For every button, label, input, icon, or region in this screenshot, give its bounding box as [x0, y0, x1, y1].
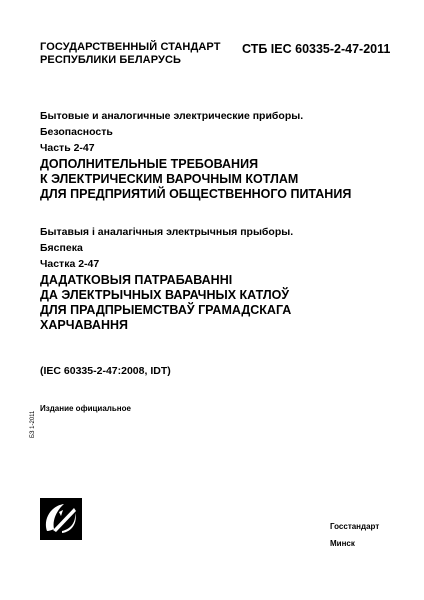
by-title-line4: ХАРЧАВАННЯ	[40, 318, 128, 332]
ru-subtitle-line1: Бытовые и аналогичные электрические приборы.	[40, 110, 304, 122]
publisher-name: Госстандарт	[330, 522, 380, 531]
publisher-city: Минск	[330, 539, 355, 548]
gosstandart-logo-icon	[40, 498, 82, 540]
ru-title-line1: ДОПОЛНИТЕЛЬНЫЕ ТРЕБОВАНИЯ	[40, 157, 259, 171]
by-subtitle-line2: Бяспека	[40, 242, 83, 254]
org-name-line1: ГОСУДАРСТВЕННЫЙ СТАНДАРТ	[40, 41, 221, 53]
by-subtitle-line1: Бытавыя і аналагічныя электрычныя прыборы.	[40, 226, 294, 238]
by-title-line1: ДАДАТКОВЫЯ ПАТРАБАВАННІ	[40, 273, 233, 287]
ru-title-line3: ДЛЯ ПРЕДПРИЯТИЙ ОБЩЕСТВЕННОГО ПИТАНИЯ	[40, 187, 352, 201]
org-name-line2: РЕСПУБЛИКИ БЕЛАРУСЬ	[40, 54, 181, 66]
by-title-line3: ДЛЯ ПРАДПРЫЕМСТВАЎ ГРАМАДСКАГА	[40, 303, 292, 317]
by-part-number: Частка 2-47	[40, 258, 100, 270]
side-code: БЗ 1-2011	[30, 410, 36, 438]
by-title-line2: ДА ЭЛЕКТРЫЧНЫХ ВАРАЧНЫХ КАТЛОЎ	[40, 288, 290, 302]
ru-subtitle-line2: Безопасность	[40, 126, 113, 138]
idt-reference: (IEC 60335-2-47:2008, IDT)	[40, 365, 171, 377]
ru-part-number: Часть 2-47	[40, 142, 95, 154]
ru-title-line2: К ЭЛЕКТРИЧЕСКИМ ВАРОЧНЫМ КОТЛАМ	[40, 172, 299, 186]
edition-note: Издание официальное	[40, 404, 131, 413]
publisher-header	[40, 41, 221, 67]
standard-designation: СТБ IEC 60335-2-47-2011	[242, 42, 391, 56]
